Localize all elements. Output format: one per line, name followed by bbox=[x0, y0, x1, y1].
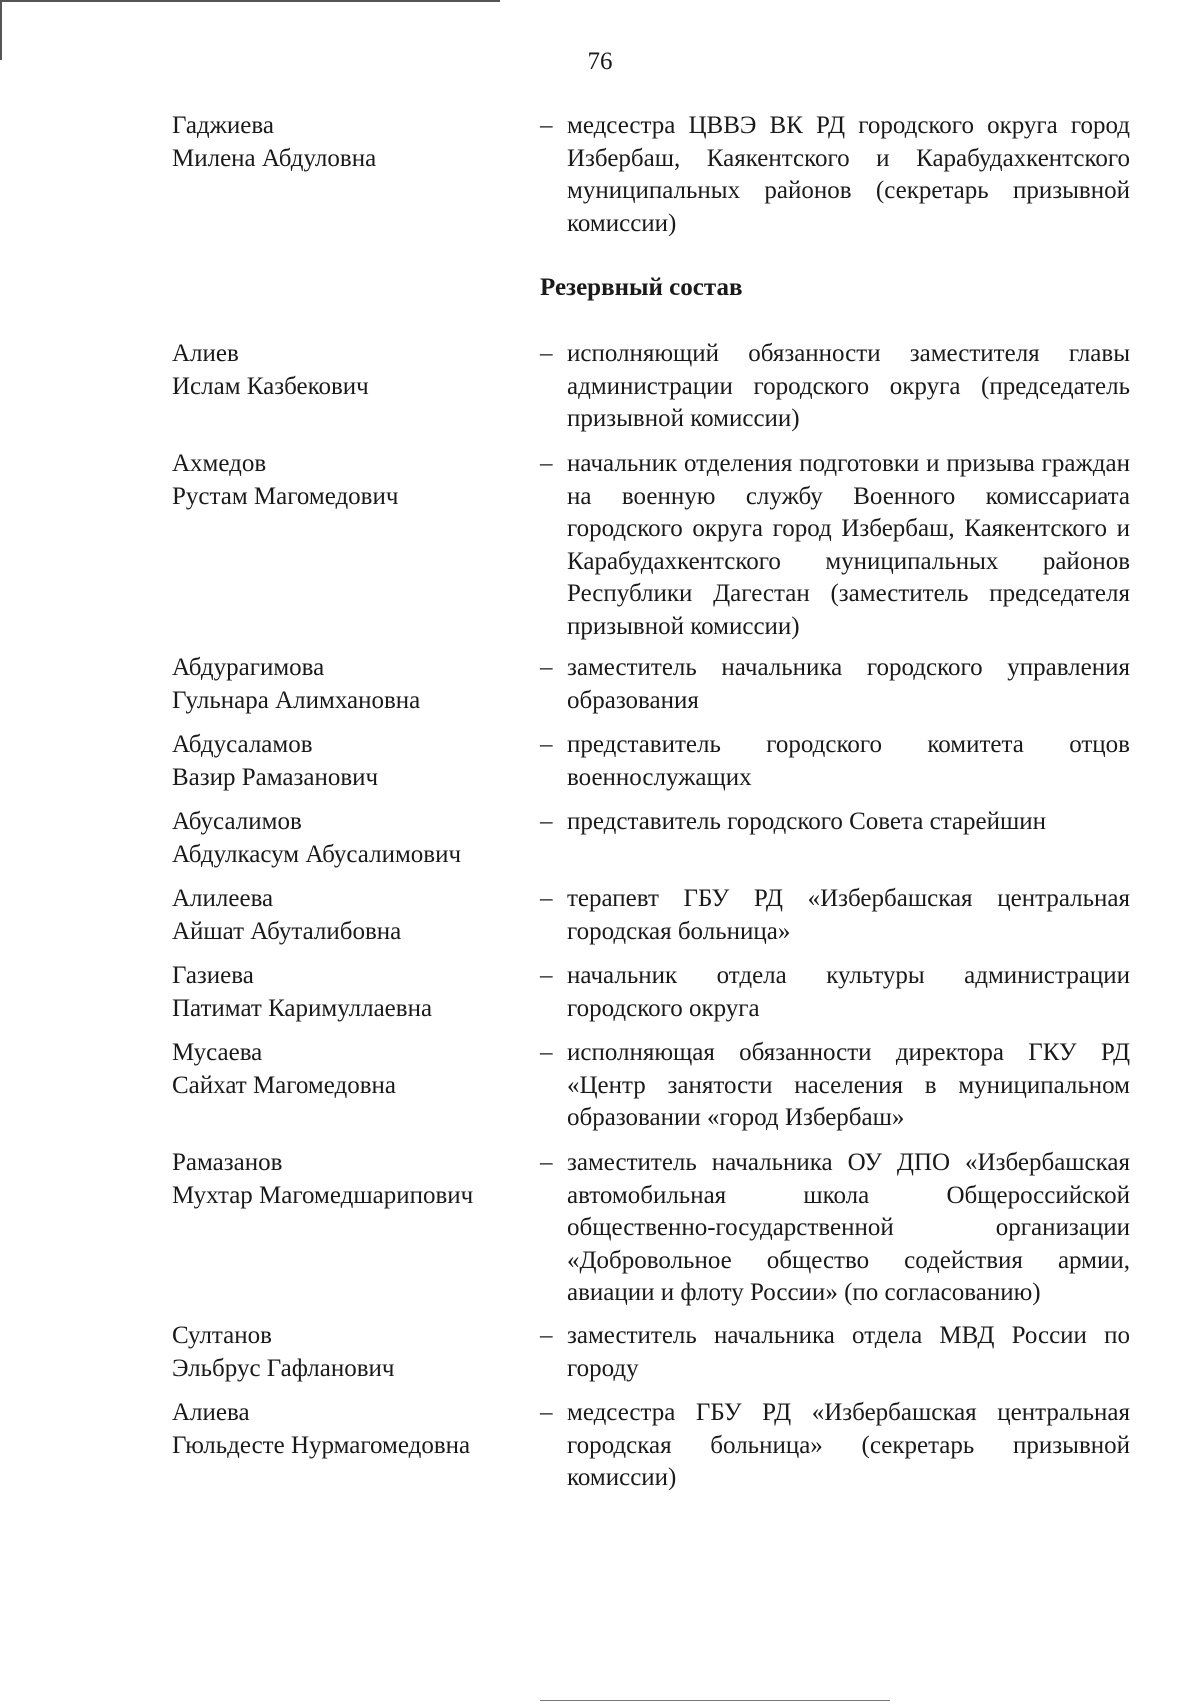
dash: – bbox=[540, 731, 553, 758]
person-surname: Султанов bbox=[172, 1322, 272, 1349]
person-role: начальник отдела культуры администрации городского округа bbox=[567, 962, 1130, 1022]
person-surname: Алиева bbox=[172, 1399, 250, 1426]
person-role: представитель городского комитета отцов военнослужащих bbox=[567, 731, 1130, 791]
person-given-name: Патимат Каримуллаевна bbox=[172, 994, 433, 1022]
person-surname: Абдурагимова bbox=[172, 654, 325, 681]
dash: – bbox=[540, 450, 553, 477]
person-name bbox=[172, 652, 542, 717]
dash: – bbox=[540, 112, 553, 139]
person-given-name: Милена Абдуловна bbox=[172, 144, 377, 172]
dash: – bbox=[540, 1322, 553, 1349]
person-role: заместитель начальника городского управления образования bbox=[567, 654, 1130, 714]
scan-edge-top bbox=[0, 0, 500, 2]
person-name bbox=[172, 110, 542, 175]
person-given-name: Рустам Магомедович bbox=[172, 482, 399, 510]
person-given-name: Вазир Рамазанович bbox=[172, 763, 379, 791]
person-role: медсестра ЦВВЭ ВК РД городского округа город Избербаш, Каякентского и Карабудахкентского муниципальных районов (секретарь призывной комиссии) bbox=[567, 112, 1130, 237]
person-given-name: Эльбрус Гафланович bbox=[172, 1354, 395, 1382]
person-role: представитель городского Совета старейшин bbox=[567, 808, 1047, 835]
person-surname: Абдусаламов bbox=[172, 731, 313, 758]
person-name bbox=[172, 1037, 542, 1102]
section-heading: Резервный состав bbox=[540, 274, 743, 301]
person-given-name: Гюльдесте Нурмагомедовна bbox=[172, 1431, 471, 1459]
person-surname: Газиева bbox=[172, 962, 254, 989]
person-given-name: Мухтар Магомедшарипович bbox=[172, 1181, 474, 1209]
person-role: начальник отделения подготовки и призыва граждан на военную службу Военного комиссариата городского округа город Избербаш, Каякентского и Карабудахкентского муниципальных районов Республики Дагестан (заместитель председателя призывной комиссии) bbox=[567, 450, 1130, 640]
person-surname: Алилеева bbox=[172, 885, 274, 912]
dash: – bbox=[540, 654, 553, 681]
person-given-name: Ислам Казбекович bbox=[172, 372, 369, 400]
person-name bbox=[172, 448, 542, 513]
person-surname: Мусаева bbox=[172, 1039, 263, 1066]
person-given-name: Гульнара Алимхановна bbox=[172, 686, 421, 714]
person-name bbox=[172, 883, 542, 948]
dash: – bbox=[540, 808, 553, 835]
dash: – bbox=[540, 1399, 553, 1426]
dash: – bbox=[540, 1039, 553, 1066]
person-role: исполняющий обязанности заместителя главы администрации городского округа (председатель призывной комиссии) bbox=[567, 340, 1130, 432]
person-surname: Абусалимов bbox=[172, 808, 302, 835]
person-name bbox=[172, 806, 542, 871]
dash: – bbox=[540, 340, 553, 367]
person-name bbox=[172, 1397, 542, 1462]
person-name bbox=[172, 729, 542, 794]
person-role: заместитель начальника ОУ ДПО «Избербашская автомобильная школа Общероссийской общественно-государственной организации «Добровольное общество содействия армии, авиации и флоту России» (по согласованию) bbox=[567, 1149, 1130, 1306]
dash: – bbox=[540, 962, 553, 989]
page-number: 76 bbox=[587, 48, 613, 75]
person-given-name: Сайхат Магомедовна bbox=[172, 1071, 397, 1099]
person-role: терапевт ГБУ РД «Избербашская центральная городская больница» bbox=[567, 885, 1130, 945]
dash: – bbox=[540, 885, 553, 912]
person-surname: Рамазанов bbox=[172, 1149, 283, 1176]
person-given-name: Абдулкасум Абусалимович bbox=[172, 840, 462, 868]
person-role: медсестра ГБУ РД «Избербашская центральная городская больница» (секретарь призывной комиссии) bbox=[567, 1399, 1130, 1491]
person-name bbox=[172, 1147, 542, 1212]
person-given-name: Айшат Абуталибовна bbox=[172, 917, 402, 945]
person-surname: Алиев bbox=[172, 340, 239, 367]
person-role: заместитель начальника отдела МВД России по городу bbox=[567, 1322, 1130, 1382]
person-name bbox=[172, 1320, 542, 1385]
dash: – bbox=[540, 1149, 553, 1176]
person-name bbox=[172, 338, 542, 403]
scan-edge-bottom bbox=[540, 1700, 890, 1701]
person-surname: Ахмедов bbox=[172, 450, 267, 477]
person-role: исполняющая обязанности директора ГКУ РД «Центр занятости населения в муниципальном образовании «город Избербаш» bbox=[567, 1039, 1130, 1131]
person-surname: Гаджиева bbox=[172, 112, 274, 139]
person-name bbox=[172, 960, 542, 1025]
